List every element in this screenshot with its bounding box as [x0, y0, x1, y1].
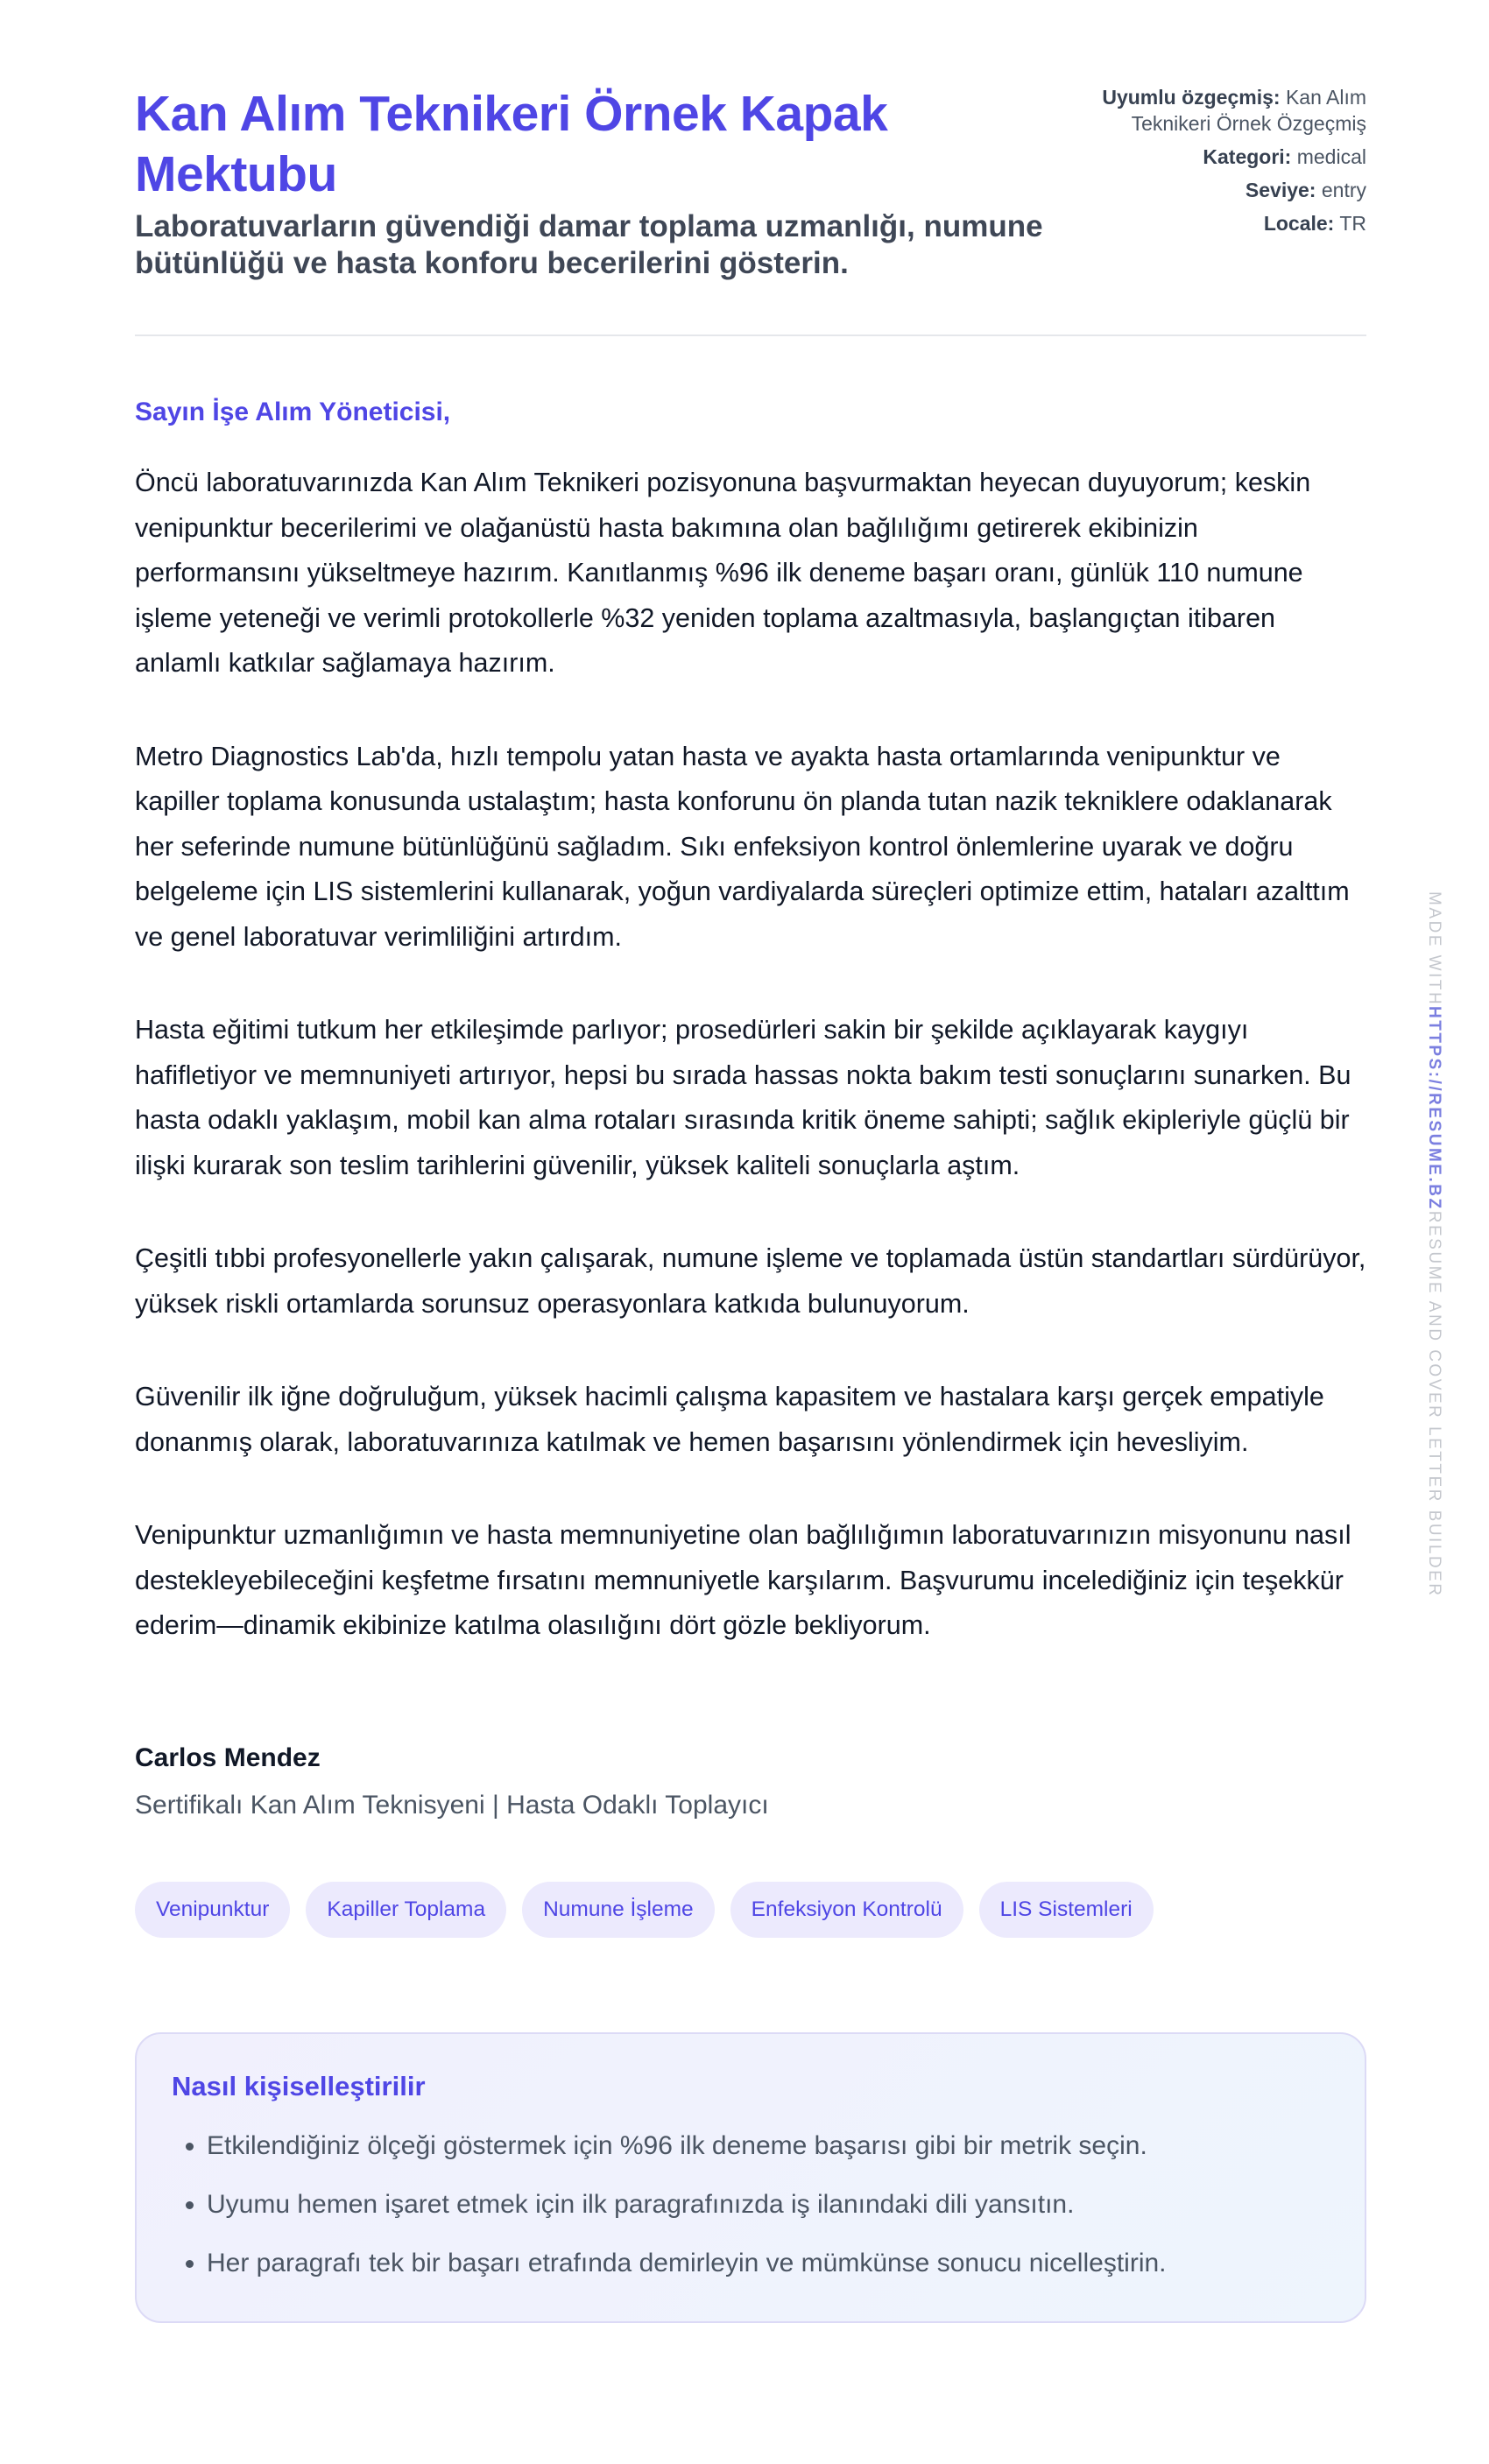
greeting: Sayın İşe Alım Yöneticisi, — [135, 398, 451, 426]
divider — [135, 334, 1366, 336]
skill-tag: Kapiller Toplama — [306, 1882, 506, 1938]
letter-paragraph: Öncü laboratuvarınızda Kan Alım Teknikeri pozisyonuna başvurmaktan heyecan duyuyorum; keskin venipunktur becerilerimi ve olağanüstü hasta bakımına olan bağlılığımı getirerek ekibinizin performansını yükseltmeye hazırım. Kanıtlanmış %96 ilk deneme başarı oranı, günlük 110 numune işleme yeteneği ve verimli protokollerle %32 yeniden toplama azaltmasıyla, başlangıçtan itibaren anlamlı katkılar sağlamaya hazırım. — [135, 468, 1311, 678]
cover-letter-page — [135, 84, 1366, 2323]
header — [135, 84, 1366, 282]
meta-label: Uyumlu özgeçmiş: — [1102, 86, 1281, 109]
letter-paragraph: Güvenilir ilk iğne doğruluğum, yüksek hacimli çalışma kapasitem ve hastalara karşı gerçek empatiyle donanmış olarak, laboratuvarınıza katılmak ve hemen başarısını yönlendirmek için hevesliyim. — [135, 1382, 1324, 1457]
tips-title: Nasıl kişiselleştirilir — [172, 2070, 426, 2101]
page-title: Kan Alım Teknikeri Örnek Kapak Mektubu — [135, 86, 888, 202]
meta-info — [1063, 84, 1366, 243]
watermark — [1424, 891, 1443, 1598]
meta-value: TR — [1339, 212, 1366, 235]
tips-list — [172, 2129, 1330, 2281]
meta-locale — [1063, 210, 1366, 236]
title-block — [135, 84, 1063, 282]
letter-paragraph: Metro Diagnostics Lab'da, hızlı tempolu yatan hasta ve ayakta hasta ortamlarında venipunktur ve kapiller toplama konusunda ustalaştım; hasta konforunu ön planda tutan nazik tekniklere odaklanarak her seferinde numune bütünlüğünü sağladım. Sıkı enfeksiyon kontrol önlemlerine uyarak ve doğru belgeleme için LIS sistemlerini kullanarak, yoğun vardiyalarda süreçleri optimize ettim, hataları azalttım ve genel laboratuvar verimliliğini artırdım. — [135, 741, 1350, 952]
watermark-link[interactable]: HTTPS://RESUME.BZ — [1425, 1006, 1443, 1211]
letter-body — [135, 461, 1366, 1649]
meta-value: medical — [1296, 145, 1366, 168]
signature-title: Sertifikalı Kan Alım Teknisyeni | Hasta Odaklı Toplayıcı — [135, 1790, 769, 1820]
meta-label: Seviye: — [1245, 179, 1316, 201]
skill-tag: Venipunktur — [135, 1882, 290, 1938]
meta-label: Locale: — [1263, 212, 1335, 235]
skill-tag: Numune İşleme — [522, 1882, 715, 1938]
watermark-prefix: MADE WITH — [1425, 891, 1443, 1007]
personalization-tips — [135, 2032, 1366, 2323]
meta-value: entry — [1321, 179, 1366, 201]
tip-item: • Her paragrafı tek bir başarı etrafında demirleyin ve mümkünse sonucu nicelleştirin. — [207, 2246, 1330, 2281]
signature-name: Carlos Mendez — [135, 1742, 321, 1772]
meta-category — [1063, 144, 1366, 170]
meta-value[interactable]: Kan Alım Teknikeri Örnek Özgeçmiş — [1131, 86, 1366, 135]
skill-tag: LIS Sistemleri — [979, 1882, 1154, 1938]
tip-item: • Uyumu hemen işaret etmek için ilk paragrafınızda iş ilanındaki dili yansıtın. — [207, 2187, 1330, 2222]
tip-item: • Etkilendiğiniz ölçeği göstermek için %96 ilk deneme başarısı gibi bir metrik seçin. — [207, 2129, 1330, 2164]
meta-label: Kategori: — [1203, 145, 1292, 168]
skill-tag: Enfeksiyon Kontrolü — [730, 1882, 963, 1938]
skill-tags — [135, 1882, 1366, 1938]
letter-paragraph: Hasta eğitimi tutkum her etkileşimde parlıyor; prosedürleri sakin bir şekilde açıklayarak kaygıyı hafifletiyor ve memnuniyeti artırıyor, hepsi bu sırada hassas nokta bakım testi sonuçlarını sunarken. Bu hasta odaklı yaklaşım, mobil kan alma rotaları sırasında kritik öneme sahipti; sağlık ekipleriyle güçlü bir ilişki kurarak son teslim tarihlerini güvenilir, yüksek kaliteli sonuçlarla aştım. — [135, 1015, 1351, 1180]
letter-paragraph: Venipunktur uzmanlığımın ve hasta memnuniyetine olan bağlılığımın laboratuvarınızın misyonunu nasıl destekleyebileceğini keşfetme fırsatını memnuniyetle karşılarım. Başvurumu incelediğiniz için teşekkür ederim—dinamik ekibinize katılma olasılığını dört gözle bekliyorum. — [135, 1520, 1351, 1640]
letter-paragraph: Çeşitli tıbbi profesyonellerle yakın çalışarak, numune işleme ve toplamada üstün standartları sürdürüyor, yüksek riskli ortamlarda sorunsuz operasyonlara katkıda bulunuyorum. — [135, 1243, 1366, 1319]
page-subtitle: Laboratuvarların güvendiği damar toplama uzmanlığı, numune bütünlüğü ve hasta konforu becerilerini gösterin. — [135, 209, 1043, 280]
meta-level — [1063, 177, 1366, 203]
watermark-suffix: RESUME AND COVER LETTER BUILDER — [1425, 1210, 1443, 1598]
meta-compatible-resume — [1063, 84, 1366, 137]
